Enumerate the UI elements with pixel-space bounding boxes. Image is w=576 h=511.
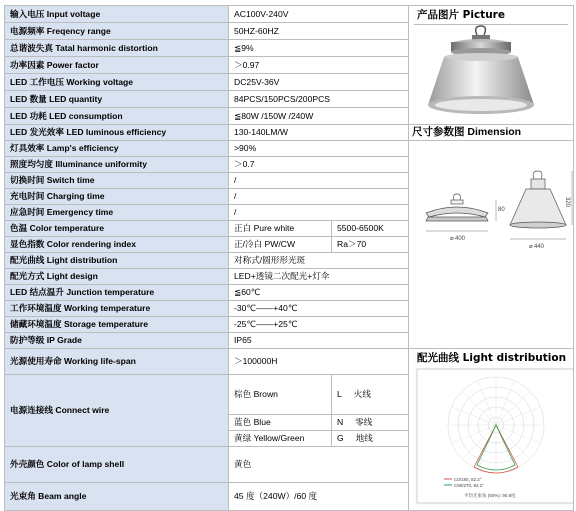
wire-color: 黄绿 Yellow/Green — [229, 431, 332, 447]
row-value: -25℃——+25℃ — [229, 317, 409, 333]
picture-panel — [409, 6, 574, 125]
row-label: 工作环境温度 Working temperature — [5, 301, 229, 317]
row-label: LED 数量 LED quantity — [5, 91, 229, 108]
polar-distribution-chart — [414, 367, 574, 507]
light-distribution-panel — [409, 349, 574, 511]
row-label: 应急时间 Emergency time — [5, 205, 229, 221]
row-value: -30℃——+40℃ — [229, 301, 409, 317]
row-label: LED 结点温升 Junction temperature — [5, 285, 229, 301]
row-label: 功率因素 Power factor — [5, 57, 229, 74]
row-label: 电源频率 Freqency range — [5, 23, 229, 40]
right-width-label: 440 — [534, 244, 545, 250]
row-value-b: Ra＞70 — [332, 237, 409, 253]
high-bay-lamp-icon — [414, 25, 574, 121]
row-value: IP65 — [229, 333, 409, 349]
row-label: 电源连接线 Connect wire — [5, 375, 229, 447]
row-value-b: 5500-6500K — [332, 221, 409, 237]
light-distribution-heading: 配光曲线 Light distribution — [417, 352, 567, 364]
row-value: ＞0.7 — [229, 157, 409, 173]
wire-code: G — [337, 433, 344, 443]
row-label: LED 功耗 LED consumption — [5, 108, 229, 125]
dimension-drawing — [414, 153, 574, 333]
wire-name: 火线 — [353, 389, 371, 399]
row-value: ＞100000H — [229, 349, 409, 375]
polar-legend-2: C90/270, 82.2° — [454, 483, 485, 488]
row-label: 输入电压 Input voltage — [5, 6, 229, 23]
row-value: ≦80W /150W /240W — [229, 108, 409, 125]
row-label: 配光曲线 Light distribution — [5, 253, 229, 269]
row-value: AC100V-240V — [229, 6, 409, 23]
row-value: / — [229, 189, 409, 205]
wire-code: N — [337, 417, 344, 427]
right-height-label: 320 — [564, 197, 570, 208]
row-label: 显色指数 Color rendering index — [5, 237, 229, 253]
row-label: 灯具效率 Lamp's efficiency — [5, 141, 229, 157]
row-value: 50HZ-60HZ — [229, 23, 409, 40]
wire-color: 蓝色 Blue — [229, 415, 332, 431]
row-label: 切换时间 Switch time — [5, 173, 229, 189]
row-label: 光源使用寿命 Working life-span — [5, 349, 229, 375]
spec-table — [4, 5, 574, 511]
row-value: / — [229, 173, 409, 189]
wire-color: 棕色 Brown — [229, 375, 332, 415]
wire-code-name — [332, 375, 409, 415]
row-label: 充电时间 Charging time — [5, 189, 229, 205]
row-value: ≦9% — [229, 40, 409, 57]
row-value: LED+透镜二次配光+灯伞 — [229, 269, 409, 285]
row-value-a: 正白 Pure white — [229, 221, 332, 237]
row-label: LED 工作电压 Working voltage — [5, 74, 229, 91]
row-value: 黄色 — [229, 447, 409, 483]
row-value: >90% — [229, 141, 409, 157]
row-value: ≦60℃ — [229, 285, 409, 301]
wire-name: 地线 — [355, 433, 373, 443]
row-label: 储藏环境温度 Storage temperature — [5, 317, 229, 333]
svg-text:⌀: ⌀ — [450, 236, 454, 242]
row-value: / — [229, 205, 409, 221]
wire-code: L — [337, 389, 342, 399]
product-picture — [414, 25, 568, 124]
row-label: LED 发光效率 LED luminous efficiency — [5, 125, 229, 141]
row-value: 84PCS/150PCS/200PCS — [229, 91, 409, 108]
left-width-label: 400 — [455, 236, 466, 242]
row-value: 45 度（240W）/60 度 — [229, 483, 409, 511]
row-label: 配光方式 Light design — [5, 269, 229, 285]
row-value: 对称式/圆形形光斑 — [229, 253, 409, 269]
picture-heading: 产品图片 Picture — [414, 6, 568, 25]
dimension-panel — [409, 141, 574, 349]
polar-legend-1: C0/180, 82.2° — [454, 477, 482, 482]
row-label: 色温 Color temperature — [5, 221, 229, 237]
row-value-a: 正/冷白 PW/CW — [229, 237, 332, 253]
row-value: DC25V-36V — [229, 74, 409, 91]
wire-name: 零线 — [355, 417, 373, 427]
row-label: 防护等级 IP Grade — [5, 333, 229, 349]
row-label: 总谐波失真 Tatal harmonic distortion — [5, 40, 229, 57]
row-value: 130-140LM/W — [229, 125, 409, 141]
row-label: 光束角 Beam angle — [5, 483, 229, 511]
polar-caption: 平均光束角 (50%): 90.9度 — [464, 493, 516, 498]
svg-text:⌀: ⌀ — [529, 244, 533, 250]
row-label: 照度均匀度 Illuminance uniformity — [5, 157, 229, 173]
left-height-label: 80 — [498, 207, 505, 213]
row-label: 外壳颜色 Color of lamp shell — [5, 447, 229, 483]
wire-code-name — [332, 415, 409, 431]
row-value: ＞0.97 — [229, 57, 409, 74]
wire-code-name — [332, 431, 409, 447]
dimension-heading: 尺寸参数图 Dimension — [409, 125, 574, 141]
